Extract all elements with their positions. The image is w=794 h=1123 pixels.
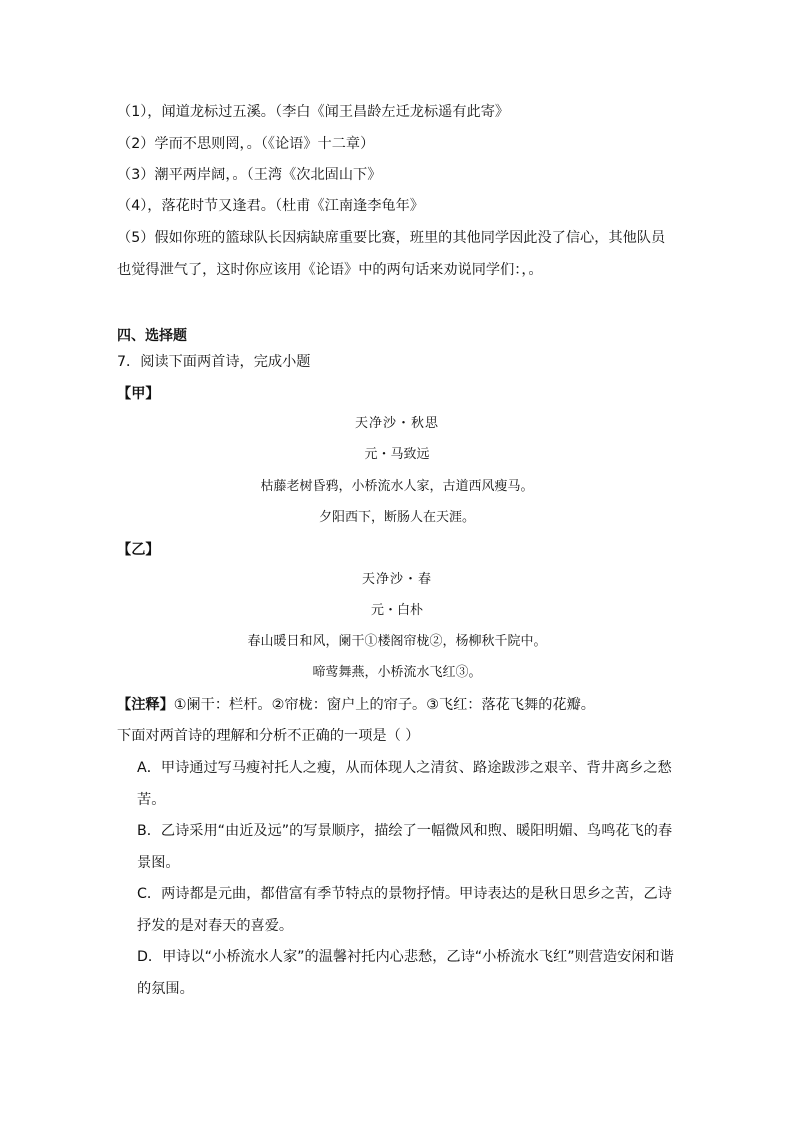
- question-prompt: 下面对两首诗的理解和分析不正确的一项是（ ）: [117, 728, 420, 744]
- option-a-text: A．甲诗通过写马瘦衬托人之瘦，从而体现人之清贫、路途跋涉之艰辛、背井离乡之愁苦。: [137, 760, 672, 808]
- fill-blank-1: （1），闻道龙标过五溪。（李白《闻王昌龄左迁龙标遥有此寄》: [117, 104, 510, 120]
- poem-a-line-2: 夕阳西下，断肠人在天涯。: [318, 510, 475, 525]
- poem-b-line-1: 春山暖日和风，阑干①楼阁帘栊②，杨柳秋千院中。: [247, 634, 547, 649]
- option-a[interactable]: [137, 752, 677, 816]
- section-heading: 四、选择题: [117, 328, 187, 344]
- poem-b-title: 天净沙・春: [361, 572, 432, 587]
- notes-row: [117, 695, 595, 715]
- option-b[interactable]: [137, 815, 677, 879]
- question-stem: 7．阅读下面两首诗，完成小题: [117, 354, 311, 370]
- fill-blank-5: （5）假如你班的篮球队长因病缺席重要比赛，班里的其他同学因此没了信心，其他队员也觉得泄气了，这时你应该用《论语》中的两句话来劝说同学们：，。: [117, 230, 666, 278]
- poem-b-line-2: 啼莺舞燕，小桥流水飞红③。: [312, 665, 482, 680]
- fill-blank-3: （3）潮平两岸阔，。（王湾《次北固山下》: [117, 167, 382, 183]
- option-d-text: D．甲诗以“小桥流水人家”的温馨衬托内心悲愁，乙诗“小桥流水飞红”则营造安闲和谐的氛围。: [137, 949, 674, 997]
- fill-blank-2: （2）学而不思则罔，。（《论语》十二章）: [117, 136, 375, 152]
- poem-a-author: 元・马致远: [364, 447, 430, 462]
- option-d[interactable]: [137, 941, 677, 1005]
- fill-blank-4: （4），落花时节又逢君。（杜甫《江南逢李龟年》: [117, 198, 424, 214]
- poem-a-title: 天净沙・秋思: [354, 416, 439, 431]
- poem-a-line-1: 枯藤老树昏鸦，小桥流水人家，古道西风瘦马。: [260, 479, 534, 494]
- poem-b-author: 元・白朴: [370, 603, 423, 618]
- option-c[interactable]: [137, 878, 677, 942]
- option-c-text: C．两诗都是元曲，都借富有季节特点的景物抒情。甲诗表达的是秋日思乡之苦，乙诗抒发的是对春天的喜爱。: [137, 886, 672, 934]
- poem-a-marker: 【甲】: [117, 386, 160, 402]
- poem-b-marker: 【乙】: [117, 542, 160, 558]
- notes-text: ①阑干：栏杆。②帘栊：窗户上的帘子。③飞红：落花飞舞的花瓣。: [173, 697, 595, 713]
- notes-label: 【注释】: [117, 697, 174, 713]
- option-b-text: B．乙诗采用“由近及远”的写景顺序，描绘了一幅微风和煦、暖阳明媚、鸟鸣花飞的春景图。: [137, 823, 673, 871]
